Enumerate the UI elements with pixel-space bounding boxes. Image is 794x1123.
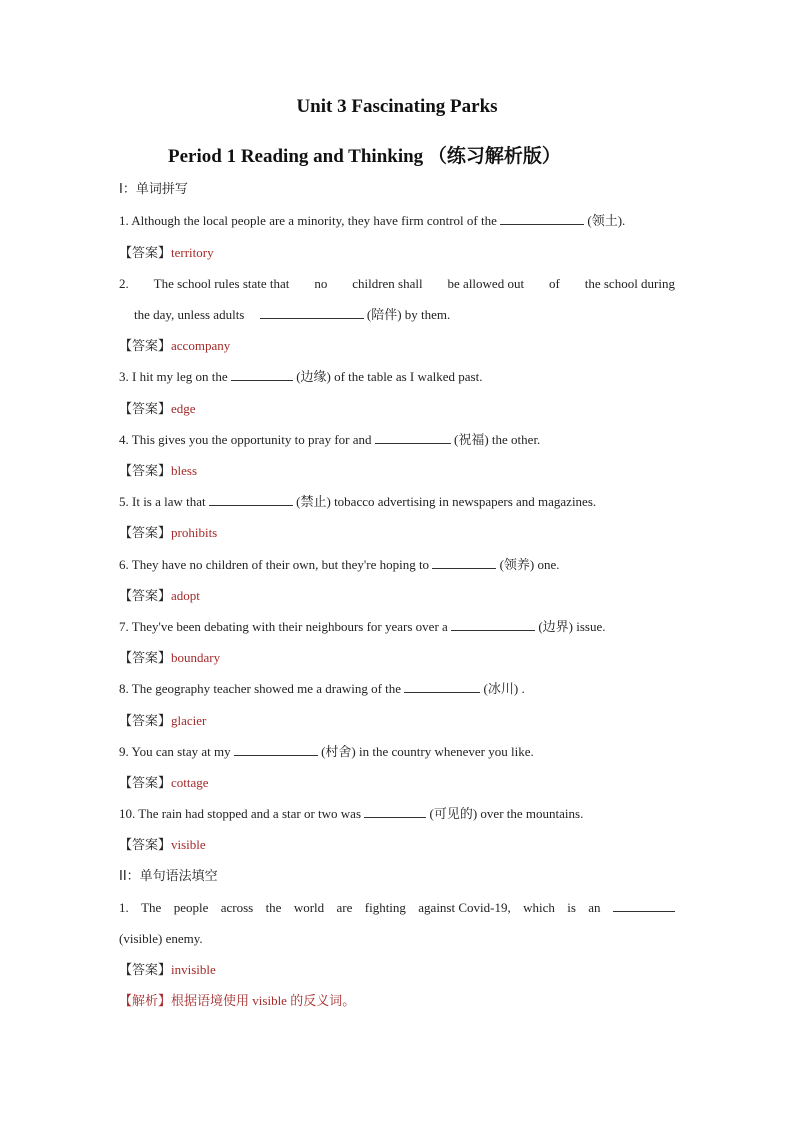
answer-value: visible — [171, 837, 206, 852]
question-word: no — [314, 276, 328, 291]
question-word: is — [567, 900, 576, 915]
answer-line-9 — [119, 774, 675, 792]
answer-line-10 — [119, 836, 675, 854]
question-1 — [119, 212, 675, 230]
question-8 — [119, 680, 675, 698]
question-hint: (陪伴) by them. — [366, 307, 451, 322]
analysis-text-end: 的反义词。 — [290, 993, 356, 1008]
section-heading-grammar: II：单句语法填空 — [119, 869, 218, 884]
question-text: 4. This gives you the opportunity to pray for and — [119, 432, 372, 447]
answer-line-2 — [119, 337, 675, 355]
question-text: 6. They have no children of their own, but they're hoping to — [119, 557, 430, 572]
answer-line-7 — [119, 649, 675, 667]
answer-tag: 【答案】 — [119, 525, 172, 540]
question-10 — [119, 805, 675, 823]
answer-blank — [364, 805, 426, 818]
answer-value: accompany — [171, 338, 231, 353]
question-3 — [119, 368, 675, 386]
question-word: world — [293, 900, 325, 915]
question-word: of — [548, 276, 560, 291]
answer-value: boundary — [171, 650, 221, 665]
answer-value: glacier — [171, 713, 207, 728]
question-2-line-2 — [134, 306, 690, 324]
question-text: 1. Although the local people are a minority, they have firm control of the — [119, 213, 497, 228]
answer-blank — [432, 556, 496, 569]
question-word: the school during — [584, 276, 675, 291]
question-text: the day, unless adults — [134, 307, 245, 322]
question-hint: (领养) one. — [499, 557, 560, 572]
answer-tag: 【答案】 — [119, 962, 172, 977]
answer-tag: 【答案】 — [119, 401, 172, 416]
question-word: fighting — [364, 900, 406, 915]
question-text: 7. They've been debating with their neighbours for years over a — [119, 619, 448, 634]
answer-line-1 — [119, 244, 675, 262]
question-hint: (边缘) of the table as I walked past. — [296, 369, 483, 384]
question-hint: (祝福) the other. — [454, 432, 541, 447]
answer-line-5 — [119, 524, 675, 542]
question-word: people — [173, 900, 209, 915]
question-word: which — [523, 900, 555, 915]
question-7 — [119, 618, 675, 636]
question-hint: (村舍) in the country whenever you like. — [321, 744, 534, 759]
answer-blank — [451, 618, 535, 631]
answer-blank — [234, 743, 318, 756]
page-title: Unit 3 Fascinating Parks — [296, 96, 498, 117]
question-text: 3. I hit my leg on the — [119, 369, 228, 384]
page-subtitle: Period 1 Reading and Thinking （练习解析版） — [168, 146, 561, 167]
grammar-question-1-line-2 — [119, 930, 675, 948]
answer-blank — [231, 368, 293, 381]
question-9 — [119, 743, 675, 761]
question-text: 8. The geography teacher showed me a drawing of the — [119, 681, 402, 696]
answer-line-3 — [119, 400, 675, 418]
question-word: be allowed out — [447, 276, 525, 291]
question-hint: (可见的) over the mountains. — [429, 806, 584, 821]
question-text: 9. You can stay at my — [119, 744, 231, 759]
answer-value: invisible — [171, 962, 216, 977]
analysis-text: 根据语境使用 — [171, 993, 250, 1008]
question-hint: (禁止) tobacco advertising in newspapers and magazines. — [296, 494, 597, 509]
question-word: children shall — [352, 276, 423, 291]
question-2-line-1 — [119, 275, 675, 293]
question-word: are — [336, 900, 353, 915]
section-heading-spelling: I：单词拼写 — [119, 182, 188, 197]
answer-blank — [613, 899, 675, 912]
answer-tag: 【答案】 — [119, 588, 172, 603]
answer-line-8 — [119, 712, 675, 730]
answer-tag: 【答案】 — [119, 650, 172, 665]
answer-value: prohibits — [171, 525, 218, 540]
answer-tag: 【答案】 — [119, 713, 172, 728]
answer-tag: 【答案】 — [119, 775, 172, 790]
answer-blank — [375, 431, 451, 444]
analysis-keyword: visible — [252, 993, 287, 1008]
question-word: an — [588, 900, 601, 915]
question-hint: (领土). — [587, 213, 626, 228]
answer-value: cottage — [171, 775, 209, 790]
question-text: 10. The rain had stopped and a star or two was — [119, 806, 362, 821]
question-word: The school rules state that — [153, 276, 290, 291]
answer-tag: 【答案】 — [119, 463, 172, 478]
answer-tag: 【答案】 — [119, 338, 172, 353]
answer-value: territory — [171, 245, 214, 260]
question-word: 2. — [119, 276, 129, 291]
question-hint: (边界) issue. — [538, 619, 606, 634]
analysis-tag: 【解析】 — [119, 993, 172, 1008]
answer-line-6 — [119, 587, 675, 605]
answer-blank — [404, 680, 480, 693]
question-word: The — [141, 900, 162, 915]
analysis-line-1 — [119, 992, 675, 1010]
answer-blank — [209, 493, 293, 506]
question-word: against Covid-19, — [418, 900, 511, 915]
answer-value: adopt — [171, 588, 200, 603]
answer-tag: 【答案】 — [119, 245, 172, 260]
answer-blank — [260, 306, 364, 319]
answer-value: bless — [171, 463, 198, 478]
question-5 — [119, 493, 675, 511]
answer-blank — [500, 212, 584, 225]
answer-line-4 — [119, 462, 675, 480]
question-hint: (冰川) . — [483, 681, 525, 696]
question-4 — [119, 431, 675, 449]
question-hint: (visible) enemy. — [119, 931, 203, 946]
question-word: 1. — [119, 900, 129, 915]
grammar-answer-line-1 — [119, 961, 675, 979]
question-word: the — [265, 900, 282, 915]
answer-value: edge — [171, 401, 196, 416]
answer-tag: 【答案】 — [119, 837, 172, 852]
grammar-question-1-line-1 — [119, 899, 675, 917]
question-text: 5. It is a law that — [119, 494, 206, 509]
question-word: across — [220, 900, 254, 915]
question-6 — [119, 556, 675, 574]
